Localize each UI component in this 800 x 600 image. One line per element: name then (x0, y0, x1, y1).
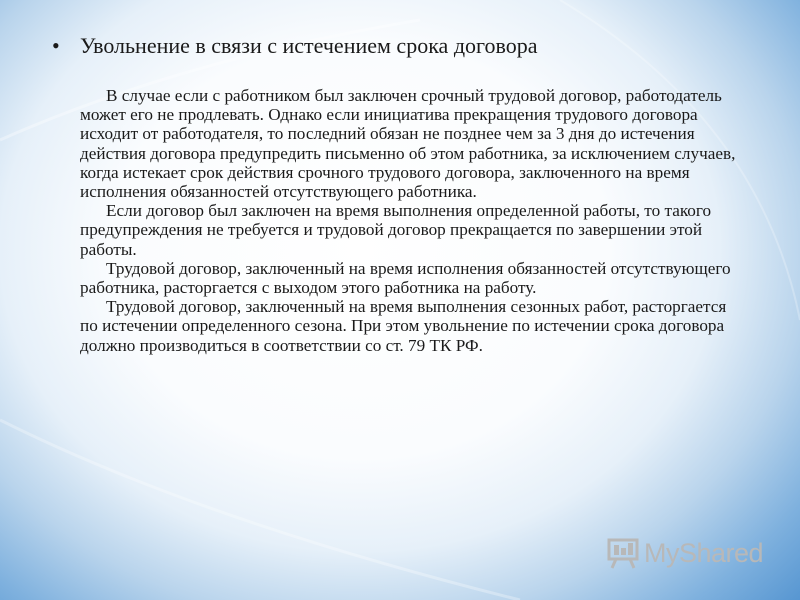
body-text (80, 86, 740, 355)
bullet-item (52, 32, 752, 60)
bullet-marker: • (52, 33, 60, 58)
slide-title: Увольнение в связи с истечением срока договора (80, 33, 538, 58)
presentation-board-icon (606, 536, 640, 570)
paragraph: Трудовой договор, заключенный на время исполнения обязанностей отсутствующего работника, расторгается с выходом этого работника на работу. (80, 258, 731, 298)
paragraph: Трудовой договор, заключенный на время выполнения сезонных работ, расторгается по истечении определенного сезона. При этом увольнение по истечении срока договора должно производиться в соответствии со ст. 79 ТК РФ. (80, 297, 727, 355)
myshared-watermark (606, 536, 763, 570)
paragraph: В случае если с работником был заключен срочный трудовой договор, работодатель может его не продлевать. Однако если инициатива прекращения трудового договора исходит от работодателя, то последний обязан не позднее чем за 3 дня до истечения действия договора предупредить письменно об этом работника, за исключением случаев, когда истекает срок действия срочного трудового договора, заключенного на время исполнения обязанностей отсутствующего работника. (80, 86, 736, 202)
watermark-text: MyShared (644, 537, 764, 568)
paragraph: Если договор был заключен на время выполнения определенной работы, то такого предупреждения не требуется и трудовой договор прекращается по завершении этой работы. (80, 201, 712, 259)
